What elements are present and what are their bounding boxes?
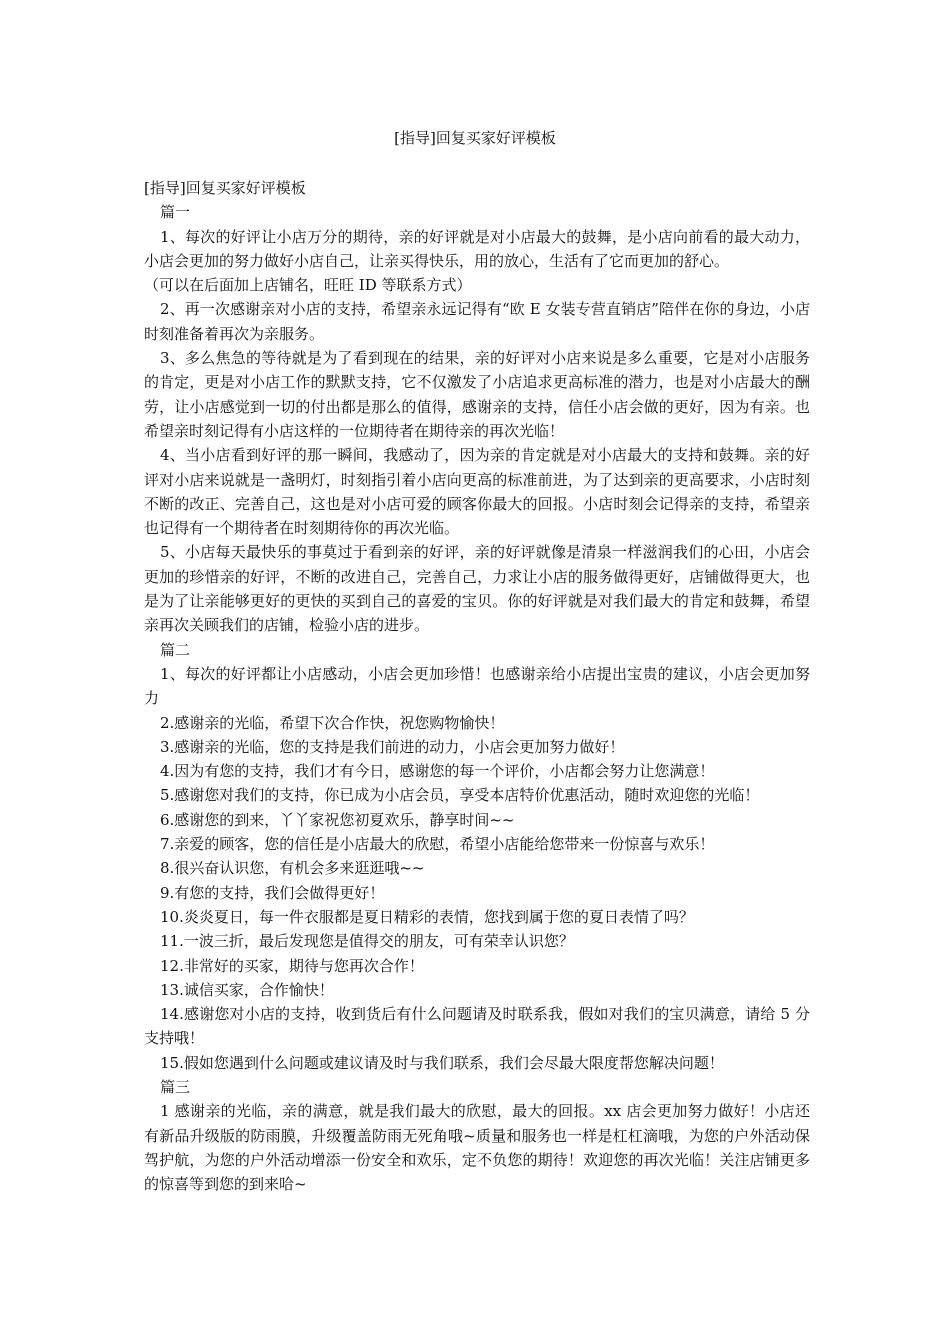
section-label: 篇三 xyxy=(160,1077,191,1096)
paragraph: 3、多么焦急的等待就是为了看到现在的结果，亲的好评对小店来说是多么重要，它是对小店服务的肯定，更是对小店工作的默默支持，它不仅激发了小店追求更高标准的潜力，也是对小店最大的酬劳，让小店感觉到一切的付出都是那么的值得，感谢亲的支持，信任小店会做的更好，因为有亲。也希望亲时刻记得有小店这样的一位期待者在期待亲的再次光临！ xyxy=(144,349,810,440)
document-body xyxy=(144,176,810,1196)
section-label: 篇二 xyxy=(160,640,191,659)
paragraph: 12.非常好的买家，期待与您再次合作！ xyxy=(160,956,424,975)
paragraph: 14.感谢您对小店的支持，收到货后有什么问题请及时联系我，假如对我们的宝贝满意，请给 5 分支持哦！ xyxy=(144,1005,810,1048)
paragraph: 2.感谢亲的光临，希望下次合作快，祝您购物愉快！ xyxy=(160,713,505,732)
document-heading: [指导]回复买家好评模板 xyxy=(144,179,306,197)
section-label: 篇一 xyxy=(160,203,191,222)
paragraph: 5、小店每天最快乐的事莫过于看到亲的好评，亲的好评就像是清泉一样滋润我们的心田，小店会更加的珍惜亲的好评，不断的改进自己，完善自己，力求让小店的服务做得更好，店铺做得更大，也是为了让亲能够更好的更快的买到自己的喜爱的宝贝。你的好评就是对我们最大的肯定和鼓舞，希望亲再次关顾我们的店铺，检验小店的进步。 xyxy=(144,543,810,635)
paragraph: 4、当小店看到好评的那一瞬间，我感动了，因为亲的肯定就是对小店最大的支持和鼓舞。亲的好评对小店来说就是一盏明灯，时刻指引着小店向更高的标准前进，为了达到亲的更高要求，小店时刻不断的改正、完善自己，这也是对小店可爱的顾客你最大的回报。小店时刻会记得亲的支持，希望亲也记得有一个期待者在时刻期待你的再次光临。 xyxy=(144,446,810,538)
paragraph: 2、再一次感谢亲对小店的支持，希望亲永远记得有“欧 E 女装专营直销店”陪伴在你的身边，小店时刻准备着再次为亲服务。 xyxy=(144,300,810,343)
paragraph: 9.有您的支持，我们会做得更好！ xyxy=(160,883,385,902)
paragraph: 7.亲爱的顾客，您的信任是小店最大的欣慰，希望小店能给您带来一份惊喜与欢乐！ xyxy=(160,835,715,854)
paragraph: 8.很兴奋认识您，有机会多来逛逛哦~~ xyxy=(160,859,425,878)
paragraph: 4.因为有您的支持，我们才有今日，感谢您的每一个评价，小店都会努力让您满意！ xyxy=(160,762,715,781)
paragraph: 6.感谢您的到来，丫丫家祝您初夏欢乐，静享时间~~ xyxy=(160,810,515,829)
paragraph: 15.假如您遇到什么问题或建议请及时与我们联系，我们会尽最大限度帮您解决问题！ xyxy=(160,1053,724,1072)
paragraph: 1、每次的好评都让小店感动，小店会更加珍惜！也感谢亲给小店提出宝贵的建议，小店会更加努力 xyxy=(144,664,810,708)
paragraph: 11.一波三折，最后发现您是值得交的朋友，可有荣幸认识您？ xyxy=(160,932,574,951)
paragraph: 13.诚信买家，合作愉快！ xyxy=(160,980,334,999)
paragraph: 3.感谢亲的光临，您的支持是我们前进的动力，小店会更加努力做好！ xyxy=(160,737,625,756)
paragraph: （可以在后面加上店铺名，旺旺 ID 等联系方式） xyxy=(144,276,472,295)
paragraph: 10.炎炎夏日，每一件衣服都是夏日精彩的表情，您找到属于您的夏日表情了吗？ xyxy=(160,907,694,926)
paragraph: 1、每次的好评让小店万分的期待，亲的好评就是对小店最大的鼓舞，是小店向前看的最大动力，小店会更加的努力做好小店自己，让亲买得快乐，用的放心，生活有了它而更加的舒心。 xyxy=(144,227,810,270)
document-title: [指导]回复买家好评模板 xyxy=(394,129,556,147)
paragraph: 1 感谢亲的光临，亲的满意，就是我们最大的欣慰，最大的回报。xx 店会更加努力做好！小店还有新品升级版的防雨膜，升级覆盖防雨无死角哦~质量和服务也一样是杠杠滴哦，为您的户外活动保驾护航，为您的户外活动增添一份安全和欢乐，定不负您的期待！欢迎您的再次光临！关注店铺更多的惊喜等到您的到来哈~ xyxy=(144,1102,810,1194)
paragraph: 5.感谢您对我们的支持，你已成为小店会员，享受本店特价优惠活动，随时欢迎您的光临！ xyxy=(160,786,760,805)
